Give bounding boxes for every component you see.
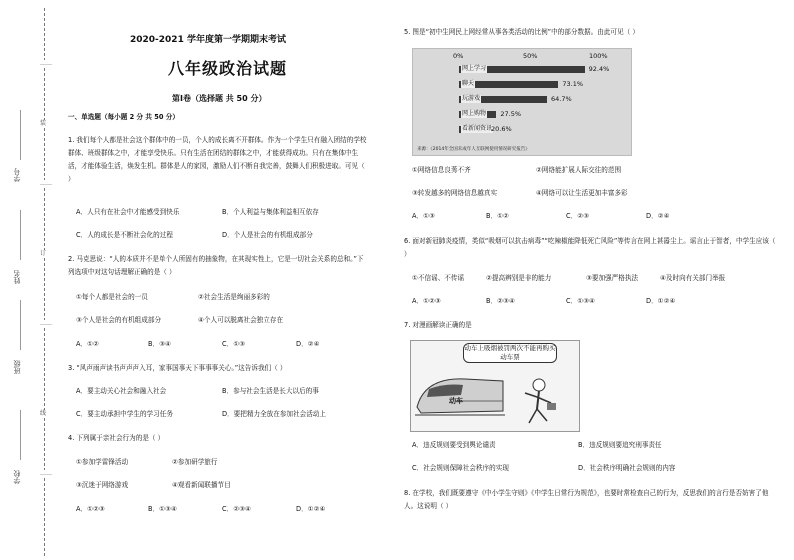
- value-label: 92.4%: [588, 65, 610, 73]
- q3-option-d[interactable]: D．要把精力全放在参加社会活动上: [222, 410, 326, 418]
- binding-char: 线: [40, 410, 47, 417]
- q2-item-1: ①每个人都是社会的一员: [76, 293, 148, 301]
- q2-option-a[interactable]: A．①②: [76, 340, 99, 348]
- binding-char: ……: [40, 60, 52, 67]
- binding-char: ……: [40, 320, 52, 327]
- q7-option-c[interactable]: C．社会规则保障社会秩序的实现: [412, 464, 509, 472]
- question-2-stem: 2. 马克思说：“人的本质并不是单个人所固有的抽象物，在其现实性上，它是一切社会关系的总和。”下列选项中对这句话理解正确的是（ ）: [68, 255, 364, 276]
- q6-option-d[interactable]: D．①②④: [646, 297, 676, 305]
- value-label: 27.5%: [500, 110, 522, 118]
- name-label: 姓名: [13, 270, 21, 284]
- category-label: 看新闻资讯: [462, 125, 493, 132]
- activity-bar-chart: [412, 48, 632, 156]
- question-6-stem: 6. 面对新冠肺炎疫情，类似“吸烟可以抗击病毒”“吃辣椒能降低死亡风险”等传言在网上甚嚣尘上。谣言止于智者，中学生应该（ ）: [404, 237, 776, 258]
- q6-item-4: ④及时向有关部门举报: [660, 274, 726, 282]
- q6-item-1: ①不信谣、不传谣: [412, 274, 465, 282]
- train-sign: 动车: [449, 397, 463, 405]
- school-label: 学校: [13, 470, 21, 484]
- q5-option-b[interactable]: B．①②: [486, 212, 509, 220]
- axis-tick-0: 0%: [453, 52, 464, 60]
- q3-option-b[interactable]: B．参与社会生活是长大以后的事: [222, 387, 319, 395]
- question-1-stem: 1. 我们每个人都是社会这个群体中的一员，个人的成长离不开群体。作为一个学生只有融入团结的学校群体、班级群体之中，才能享受快乐。只有生活在团结的群体之中，才能获得成功。只有在集体中生活，才能体验生活，焕发生机。群体是人的家园，激励人们不断自我完善，鼓舞人们积极进取。可见（ ）: [68, 136, 367, 183]
- q2-item-4: ④个人可以脱离社会独立存在: [198, 316, 284, 324]
- question-3-stem: 3. “风声雨声读书声声声入耳，家事国事天下事事事关心。”这告诉我们（ ）: [68, 364, 287, 372]
- q5-item-2: ②网络能扩展人际交往的范围: [536, 166, 622, 174]
- q1-option-d[interactable]: D．个人是社会的有机组成部分: [222, 231, 313, 239]
- q2-option-b[interactable]: B．③④: [148, 340, 171, 348]
- q4-item-4: ④观看新闻联播节目: [172, 481, 231, 489]
- question-4-stem: 4. 下列属于亲社会行为的是（ ）: [68, 434, 165, 442]
- binding-char: 装: [40, 120, 47, 127]
- binding-char: ……: [40, 470, 52, 477]
- man-figure: [519, 377, 559, 427]
- q7-option-b[interactable]: B．违反规则要追究刑事责任: [578, 441, 662, 449]
- q5-item-1: ①网络信息良莠不齐: [412, 166, 471, 174]
- class-label: 班级: [13, 360, 21, 374]
- cartoon-caption: 动车上吸烟被罚两次不能再购买动车票: [464, 344, 556, 361]
- q6-option-a[interactable]: A．①②③: [412, 297, 441, 305]
- q4-option-b[interactable]: B．①③④: [148, 505, 177, 513]
- binding-char: 订: [40, 250, 47, 257]
- q6-item-3: ③要加强严格执法: [586, 274, 639, 282]
- q5-option-d[interactable]: D．②④: [646, 212, 670, 220]
- q1-option-a[interactable]: A．人只有在社会中才能感受到快乐: [76, 208, 180, 216]
- q2-option-c[interactable]: C．①③: [222, 340, 246, 348]
- q3-option-a[interactable]: A．要主动关心社会和融入社会: [76, 387, 167, 395]
- category-label: 聊天: [462, 80, 475, 87]
- q7-option-d[interactable]: D．社会秩序明确社会规则的内容: [578, 464, 676, 472]
- q2-option-d[interactable]: D．②④: [296, 340, 320, 348]
- q1-option-c[interactable]: C．人的成长是不断社会化的过程: [76, 231, 173, 239]
- q4-item-3: ③沉迷于网络游戏: [76, 481, 129, 489]
- q2-item-3: ③个人是社会的有机组成部分: [76, 316, 162, 324]
- q4-option-c[interactable]: C．②③④: [222, 505, 251, 513]
- q7-option-a[interactable]: A．违反规则要受到舆论谴责: [412, 441, 496, 449]
- class-blank[interactable]: [20, 300, 21, 350]
- binding-char: ……: [40, 180, 52, 187]
- school-blank[interactable]: [20, 410, 21, 460]
- q1-option-b[interactable]: B．个人利益与集体利益相互依存: [222, 208, 319, 216]
- q4-option-d[interactable]: D．①②④: [296, 505, 326, 513]
- q3-option-c[interactable]: C．要主动承担中学生的学习任务: [76, 410, 173, 418]
- volume-title: 第Ⅰ卷（选择题 共 50 分）: [172, 94, 267, 103]
- train-drawing: [415, 367, 505, 417]
- category-label: 网上学习: [462, 65, 487, 72]
- value-label: 64.7%: [550, 95, 572, 103]
- category-label: 玩游戏: [462, 95, 481, 102]
- value-label: 73.1%: [562, 80, 584, 88]
- chart-source: 来源：《2014年全国未成年人互联网使用情况研究报告》: [417, 147, 530, 152]
- question-8-stem: 8. 在学校，我们既要遵守《中小学生守则》《中学生日常行为规范》，也要时常检查自己的行为，反思我们的言行是否妨害了他人。这说明（ ）: [404, 489, 769, 510]
- id-label: 学号: [13, 168, 21, 182]
- q6-item-2: ②提高辨别是非的能力: [486, 274, 552, 282]
- q5-item-4: ④网络可以让生活更加丰富多彩: [536, 189, 628, 197]
- q5-option-c[interactable]: C．②③: [566, 212, 590, 220]
- q2-item-2: ②社会生活是绚丽多彩的: [198, 293, 270, 301]
- binding-margin: [0, 0, 60, 560]
- paper-title: 八年级政治试题: [168, 59, 288, 78]
- category-label: 网上购物: [462, 110, 487, 117]
- value-label: 20.6%: [491, 125, 512, 133]
- q5-option-a[interactable]: A．①③: [412, 212, 435, 220]
- question-7-stem: 7. 对漫画解读正确的是: [404, 321, 472, 329]
- name-blank[interactable]: [20, 210, 21, 260]
- section-heading: 一、单选题（每小题 2 分 共 50 分）: [68, 113, 179, 121]
- q6-option-b[interactable]: B．②③④: [486, 297, 515, 305]
- q6-option-c[interactable]: C．①③④: [566, 297, 595, 305]
- exam-title: 2020-2021 学年度第一学期期末考试: [130, 35, 286, 45]
- q4-option-a[interactable]: A．①②③: [76, 505, 105, 513]
- train-smoking-cartoon: [410, 340, 580, 432]
- q5-item-3: ③转发越多的网络信息越真实: [412, 189, 498, 197]
- id-blank[interactable]: [20, 110, 21, 160]
- axis-tick-50: 50%: [523, 52, 538, 60]
- q4-item-1: ①参加学雷锋活动: [76, 458, 129, 466]
- axis-tick-100: 100%: [589, 52, 608, 60]
- question-5-stem: 5. 图是“初中生网民上网经常从事各类活动的比例”中的部分数据。由此可见（ ）: [404, 28, 639, 36]
- q4-item-2: ②参加研学旅行: [172, 458, 218, 466]
